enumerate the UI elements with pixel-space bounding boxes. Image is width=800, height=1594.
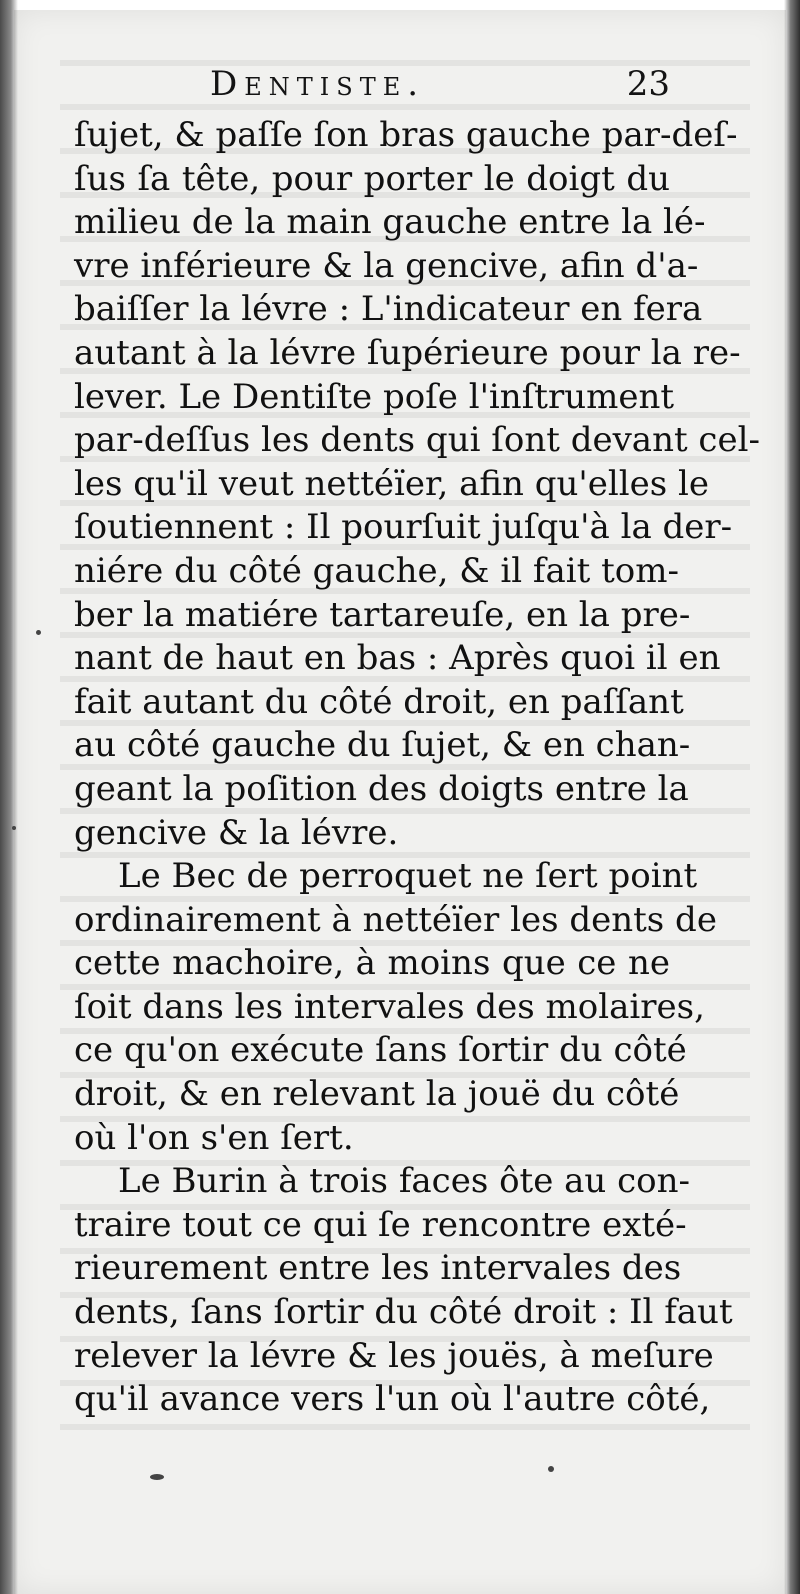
text-line: geant la poſition des doigts entre la: [74, 768, 689, 809]
text-line: rieurement entre les intervales des: [74, 1248, 682, 1289]
text-line: cette machoire, à moins que ce ne: [74, 943, 670, 984]
text-line: milieu de la main gauche entre la lé-: [74, 202, 706, 243]
text-line: au côté gauche du ſujet, & en chan-: [74, 725, 691, 766]
ink-speck: [12, 826, 16, 830]
paragraph-1: [74, 114, 760, 855]
text-line: Le Bec de perroquet ne ſert point: [118, 856, 698, 897]
ink-speck: [150, 1474, 164, 1480]
text-line: ordinairement à nettéïer les dents de: [74, 899, 717, 940]
ink-speck: [548, 1466, 554, 1472]
text-line: vre inférieure & la gencive, afin d'a-: [74, 245, 699, 286]
text-line: relever la lévre & les jouës, à meſure: [74, 1335, 714, 1376]
text-line: niére du côté gauche, & il fait tom-: [74, 550, 679, 591]
text-line: ſoutiennent : Il pourſuit juſqu'à la der-: [74, 507, 733, 548]
text-line: baiſſer la lévre : L'indicateur en fera: [74, 289, 703, 330]
page-edge-right: [784, 0, 800, 1594]
paragraph-3: [74, 1160, 733, 1422]
text-line: ſujet, & paſſe ſon bras gauche par-deſ-: [74, 115, 738, 155]
text-line: lever. Le Dentiſte poſe l'inſtrument: [74, 376, 675, 417]
page-edge-left: [0, 0, 18, 1594]
text-line: droit, & en relevant la jouë du côté: [74, 1074, 680, 1115]
text-line: gencive & la lévre.: [74, 812, 399, 853]
text-line: ſus ſa tête, pour porter le doigt du: [74, 158, 670, 199]
text-line: traire tout ce qui ſe rencontre exté-: [74, 1204, 687, 1245]
ink-speck: [36, 630, 41, 635]
running-title: Dentiste.: [210, 64, 426, 104]
text-line: nant de haut en bas : Après quoi il en: [74, 638, 721, 679]
text-line: ber la matiére tartareuſe, en la pre-: [74, 594, 691, 635]
body-text: [74, 114, 760, 1422]
text-line: fait autant du côté droit, en paſſant: [74, 681, 684, 722]
text-line: ce qu'on exécute ſans ſortir du côté: [74, 1030, 687, 1071]
paragraph-2: [74, 855, 717, 1160]
running-header: [210, 64, 670, 110]
text-line: par-deſſus les dents qui ſont devant cel-: [74, 420, 760, 461]
text-line: qu'il avance vers l'un où l'autre côté,: [74, 1379, 711, 1420]
text-line: ſoit dans les intervales des molaires,: [74, 986, 705, 1027]
text-line: les qu'il veut nettéïer, afin qu'elles le: [74, 463, 710, 504]
text-line: Le Burin à trois faces ôte au con-: [118, 1161, 691, 1202]
text-line: dents, ſans ſortir du côté droit : Il faut: [74, 1292, 733, 1333]
page-number: 23: [626, 64, 670, 104]
text-line: autant à la lévre ſupérieure pour la re-: [74, 332, 741, 373]
text-line: où l'on s'en ſert.: [74, 1117, 354, 1158]
